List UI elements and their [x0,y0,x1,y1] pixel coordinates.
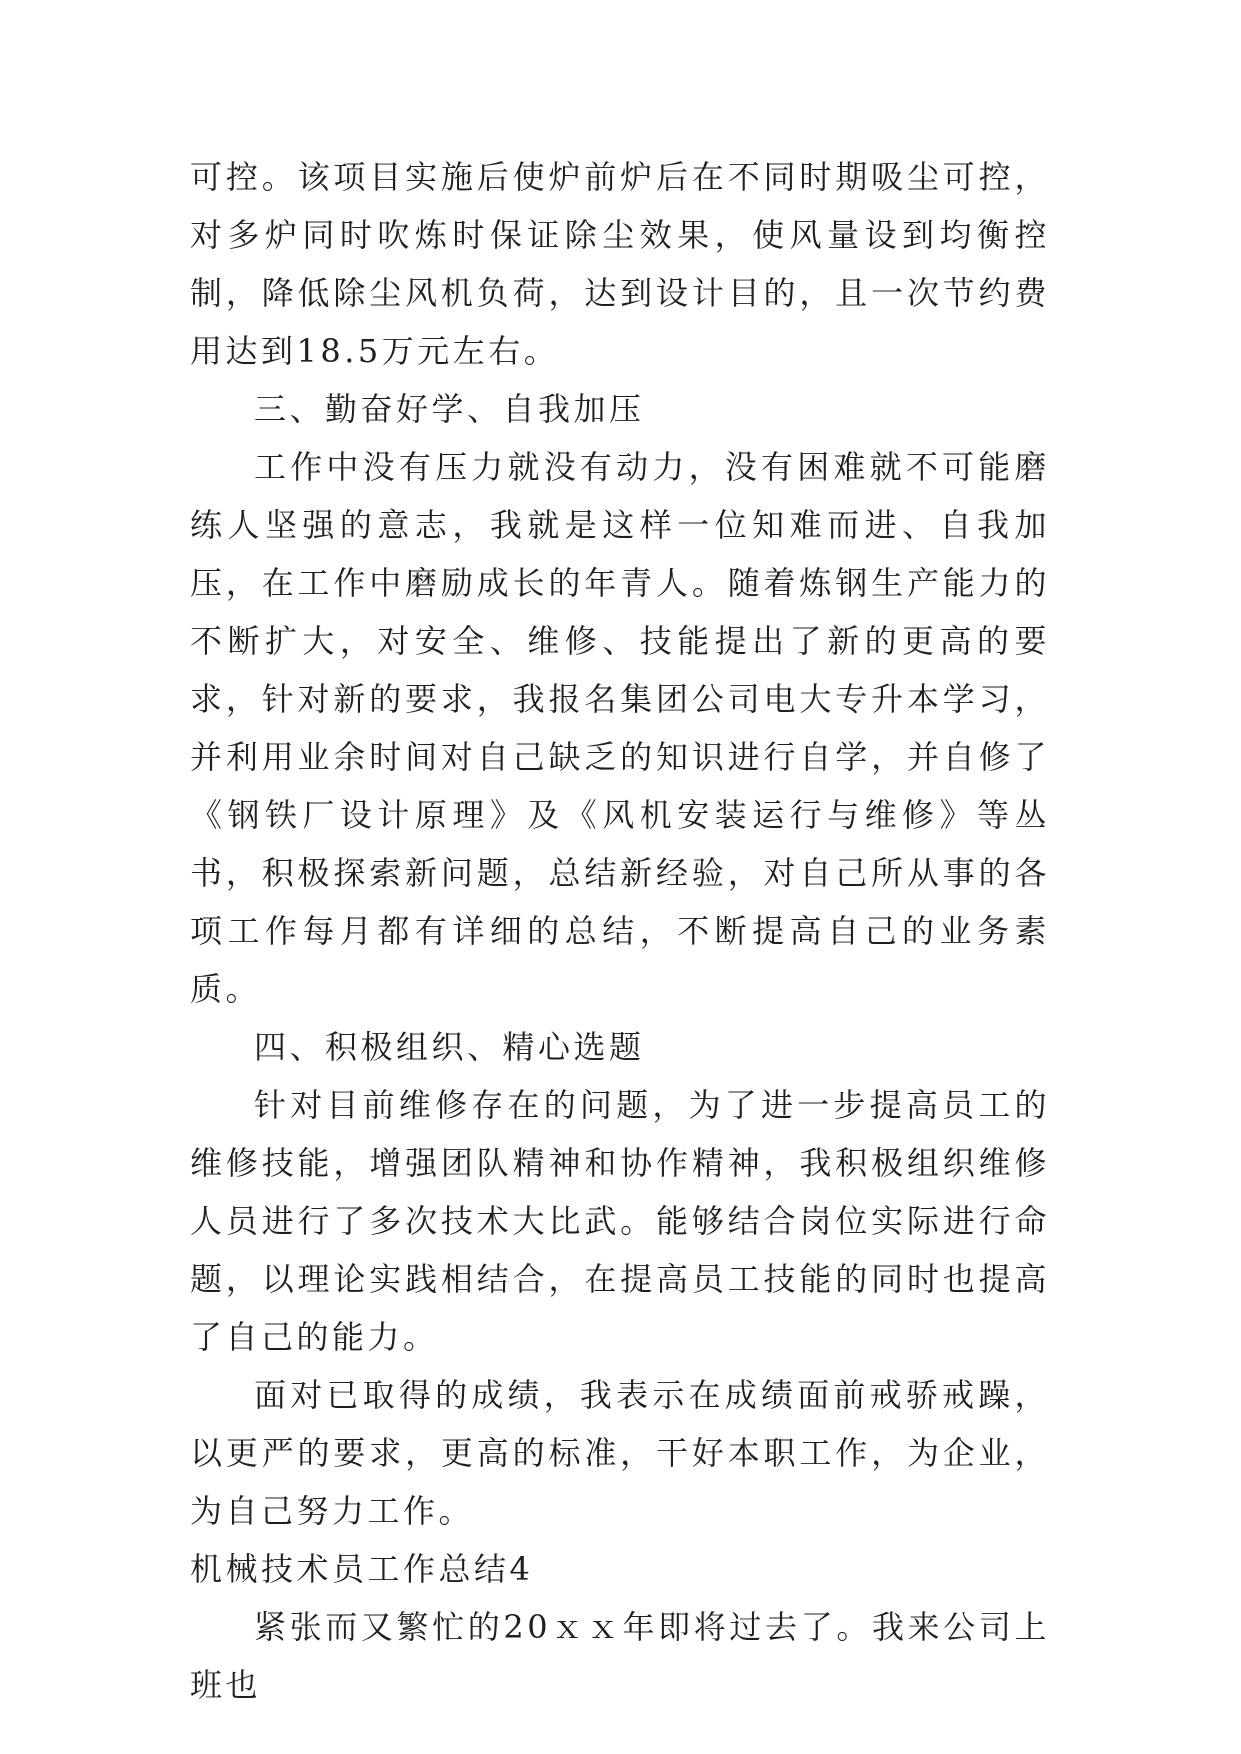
paragraph-closing: 面对已取得的成绩，我表示在成绩面前戒骄戒躁，以更严的要求，更高的标准，干好本职工作，为企业，为自己努力工作。 [190,1376,1050,1530]
section-heading-3: 三、勤奋好学、自我加压 [254,390,645,428]
section-heading-4: 四、积极组织、精心选题 [254,1028,645,1066]
document-title: 机械技术员工作总结4 [190,1550,534,1588]
paragraph-intro: 紧张而又繁忙的20ｘｘ年即将过去了。我来公司上班也 [190,1608,1050,1704]
document-body [190,148,1050,1714]
paragraph-self-study: 工作中没有压力就没有动力，没有困难就不可能磨练人坚强的意志，我就是这样一位知难而进、自我加压，在工作中磨励成长的年青人。随着炼钢生产能力的不断扩大，对安全、维修、技能提出了新的更高的要求，针对新的要求，我报名集团公司电大专升本学习，并利用业余时间对自己缺乏的知识进行自学，并自修了《钢铁厂设计原理》及《风机安装运行与维修》等丛书，积极探索新问题，总结新经验，对自己所从事的各项工作每月都有详细的总结，不断提高自己的业务素质。 [190,448,1050,1008]
paragraph-dust-control: 可控。该项目实施后使炉前炉后在不同时期吸尘可控，对多炉同时吹炼时保证除尘效果，使风量设到均衡控制，降低除尘风机负荷，达到设计目的，且一次节约费用达到18.5万元左右。 [190,158,1050,370]
paragraph-skills-competition: 针对目前维修存在的问题，为了进一步提高员工的维修技能，增强团队精神和协作精神，我积极组织维修人员进行了多次技术大比武。能够结合岗位实际进行命题，以理论实践相结合，在提高员工技能的同时也提高了自己的能力。 [190,1086,1050,1356]
